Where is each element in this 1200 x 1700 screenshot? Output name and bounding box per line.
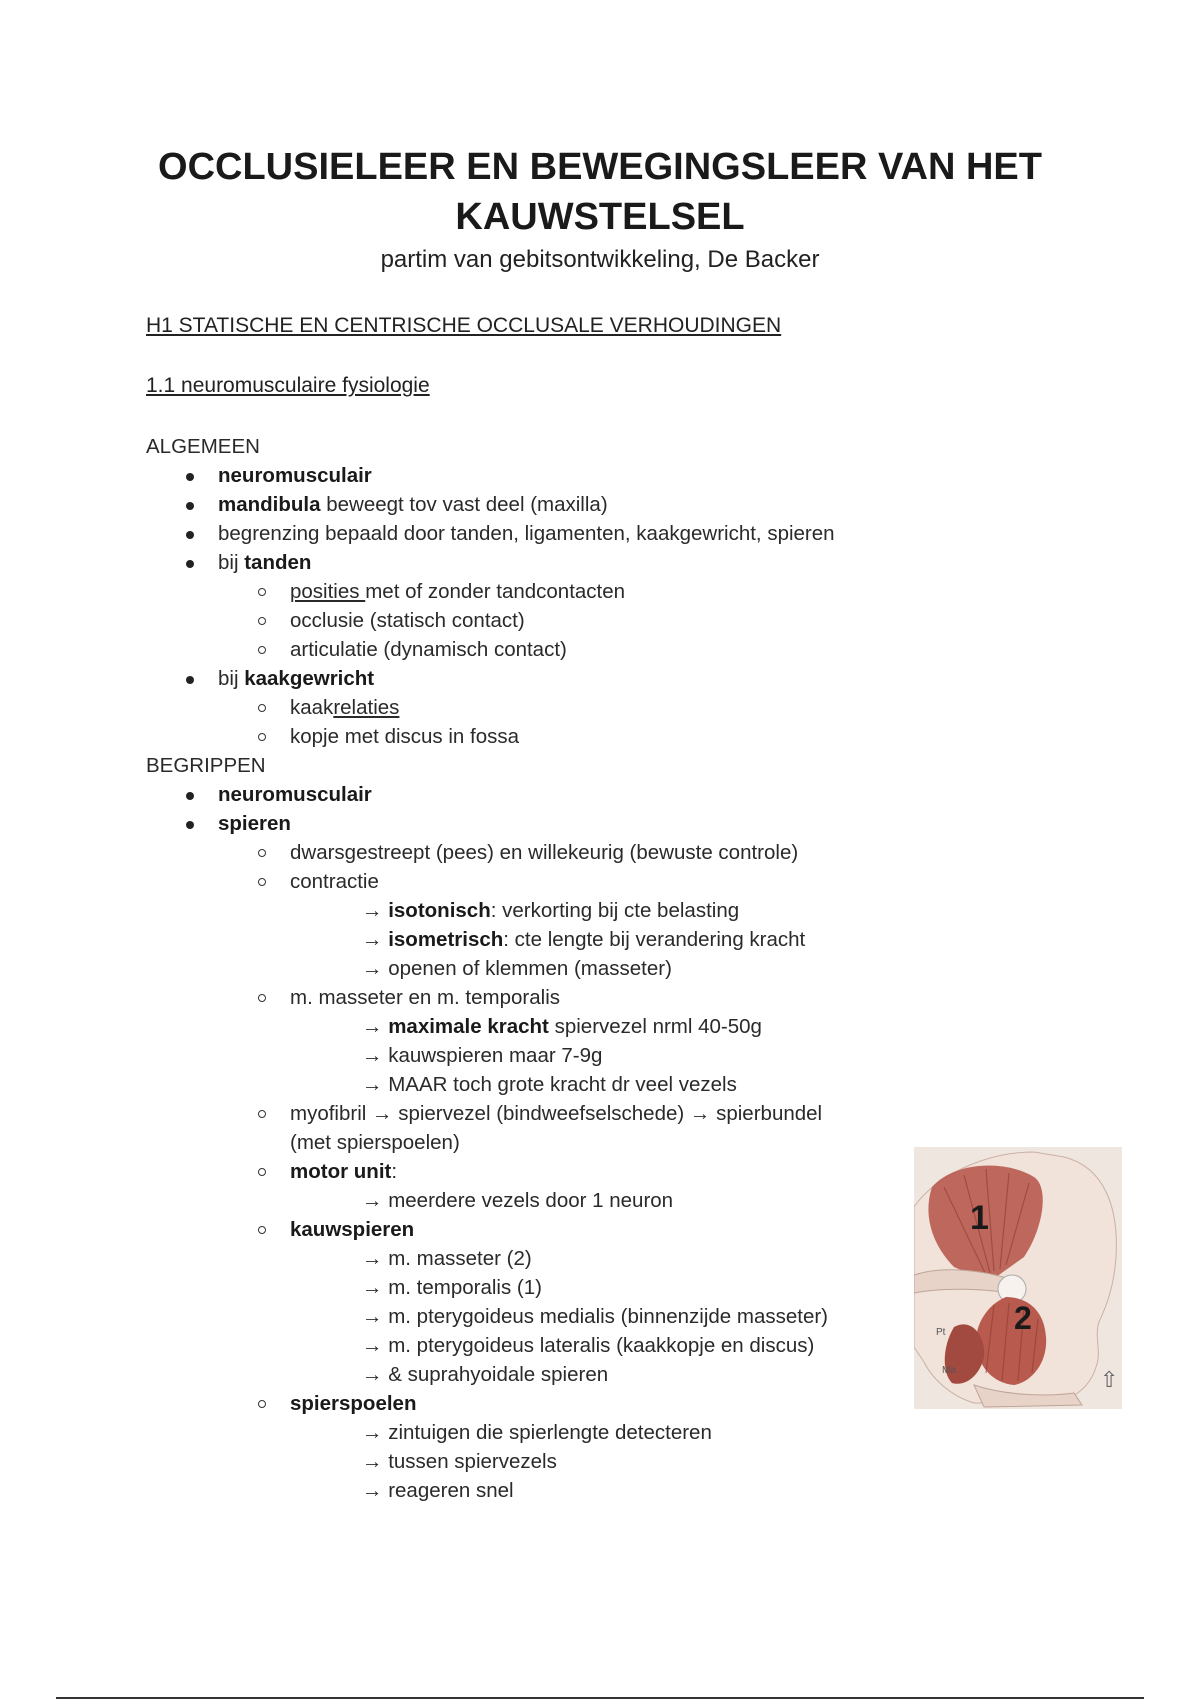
- arrow-item: → openen of klemmen (masseter): [362, 957, 672, 980]
- arrow: →: [362, 1015, 389, 1038]
- term: kauwspieren: [290, 1218, 415, 1241]
- anatomy-figure: [914, 1147, 1122, 1409]
- term: mandibula: [218, 493, 321, 516]
- sub-list-item: articulatie (dynamisch contact): [146, 635, 906, 664]
- subtitle: partim van gebitsontwikkeling, De Backer: [380, 246, 820, 273]
- section-heading: 1.1 neuromusculaire fysiologie: [146, 374, 430, 397]
- list-item: [146, 548, 906, 577]
- sub-list-item: [146, 1389, 906, 1418]
- text: :: [391, 1160, 398, 1183]
- term: neuromusculair: [218, 783, 372, 806]
- text: spiervezel nrml 40-50g: [548, 1015, 762, 1038]
- arrow-item: → m. masseter (2): [362, 1247, 532, 1270]
- page-bottom-rule: [56, 1697, 1144, 1699]
- list-item: begrenzing bepaald door tanden, ligamenten, kaakgewricht, spieren: [146, 519, 906, 548]
- title-line-1: OCCLUSIELEER EN BEWEGINGSLEER VAN HET: [158, 146, 1042, 188]
- text: kaak: [290, 696, 334, 719]
- arrow-item: [146, 1012, 906, 1041]
- term: tanden: [244, 551, 312, 574]
- text: met of zonder tandcontacten: [365, 580, 626, 603]
- sub-list-item: occlusie (statisch contact): [146, 606, 906, 635]
- label-1: 1: [970, 1199, 989, 1237]
- sub-list-item: m. masseter en m. temporalis: [146, 983, 906, 1012]
- begrippen-label: BEGRIPPEN: [146, 754, 266, 777]
- arrow-item: → meerdere vezels door 1 neuron: [362, 1189, 674, 1212]
- sub-list-item: [146, 577, 906, 606]
- arrow-item: → MAAR toch grote kracht dr veel vezels: [362, 1073, 737, 1096]
- text: bij: [218, 551, 245, 574]
- sub-list-item: kopje met discus in fossa: [146, 722, 906, 751]
- arrow-item: → reageren snel: [362, 1479, 514, 1502]
- term: kaakgewricht: [244, 667, 375, 690]
- arrow-item: → m. pterygoideus lateralis (kaakkopje en discus): [362, 1334, 815, 1357]
- list-item: [146, 809, 906, 838]
- term: maximale kracht: [388, 1015, 549, 1038]
- label-pt: Pt: [936, 1327, 946, 1338]
- text: : verkorting bij cte belasting: [490, 899, 740, 922]
- list-item: [146, 461, 906, 490]
- sub-list-item: [146, 693, 906, 722]
- arrow-item: → kauwspieren maar 7-9g: [362, 1044, 603, 1067]
- term: isotonisch: [388, 899, 491, 922]
- term: isometrisch: [388, 928, 504, 951]
- arrow: →: [362, 928, 389, 951]
- list-item: [146, 780, 906, 809]
- arrow: →: [362, 899, 389, 922]
- label-2: 2: [1014, 1300, 1032, 1336]
- term: spierspoelen: [290, 1392, 417, 1415]
- underlined-term: relaties: [333, 696, 400, 719]
- text: beweegt tov vast deel (maxilla): [320, 493, 608, 516]
- arrow-item: → m. temporalis (1): [362, 1276, 542, 1299]
- list-item: [146, 490, 906, 519]
- sub-list-item: dwarsgestreept (pees) en willekeurig (bewuste controle): [146, 838, 906, 867]
- algemeen-label: ALGEMEEN: [146, 435, 260, 458]
- text: bij: [218, 667, 245, 690]
- arrow-item: [146, 896, 906, 925]
- list-item: [146, 664, 906, 693]
- arrow-item: → & suprahyoidale spieren: [362, 1363, 609, 1386]
- sub-list-item-continuation: (met spierspoelen): [290, 1131, 460, 1154]
- text: : cte lengte bij verandering kracht: [503, 928, 806, 951]
- term: spieren: [218, 812, 291, 835]
- sub-list-item: contractie: [146, 867, 906, 896]
- label-ma: Ma: [942, 1365, 956, 1376]
- arrow-item: [146, 925, 906, 954]
- term: motor unit: [290, 1160, 392, 1183]
- sub-list-item: myofibril → spiervezel (bindweefselschede) → spierbundel: [146, 1099, 906, 1128]
- title-line-2: KAUWSTELSEL: [455, 196, 745, 238]
- arrow-item: → zintuigen die spierlengte detecteren: [362, 1421, 712, 1444]
- chapter-heading: H1 STATISCHE EN CENTRISCHE OCCLUSALE VERHOUDINGEN: [146, 314, 782, 337]
- notes-body: [146, 432, 906, 1505]
- arrow-item: → m. pterygoideus medialis (binnenzijde masseter): [362, 1305, 829, 1328]
- masticatory-muscles-illustration: [914, 1147, 1122, 1409]
- sub-list-item: [146, 1215, 906, 1244]
- arrow-icon: ⇧: [1100, 1368, 1119, 1393]
- underlined-term: posities: [290, 580, 366, 603]
- arrow-item: → tussen spiervezels: [362, 1450, 557, 1473]
- page-title: [0, 142, 1200, 242]
- term: neuromusculair: [218, 464, 372, 487]
- sub-list-item: [146, 1157, 906, 1186]
